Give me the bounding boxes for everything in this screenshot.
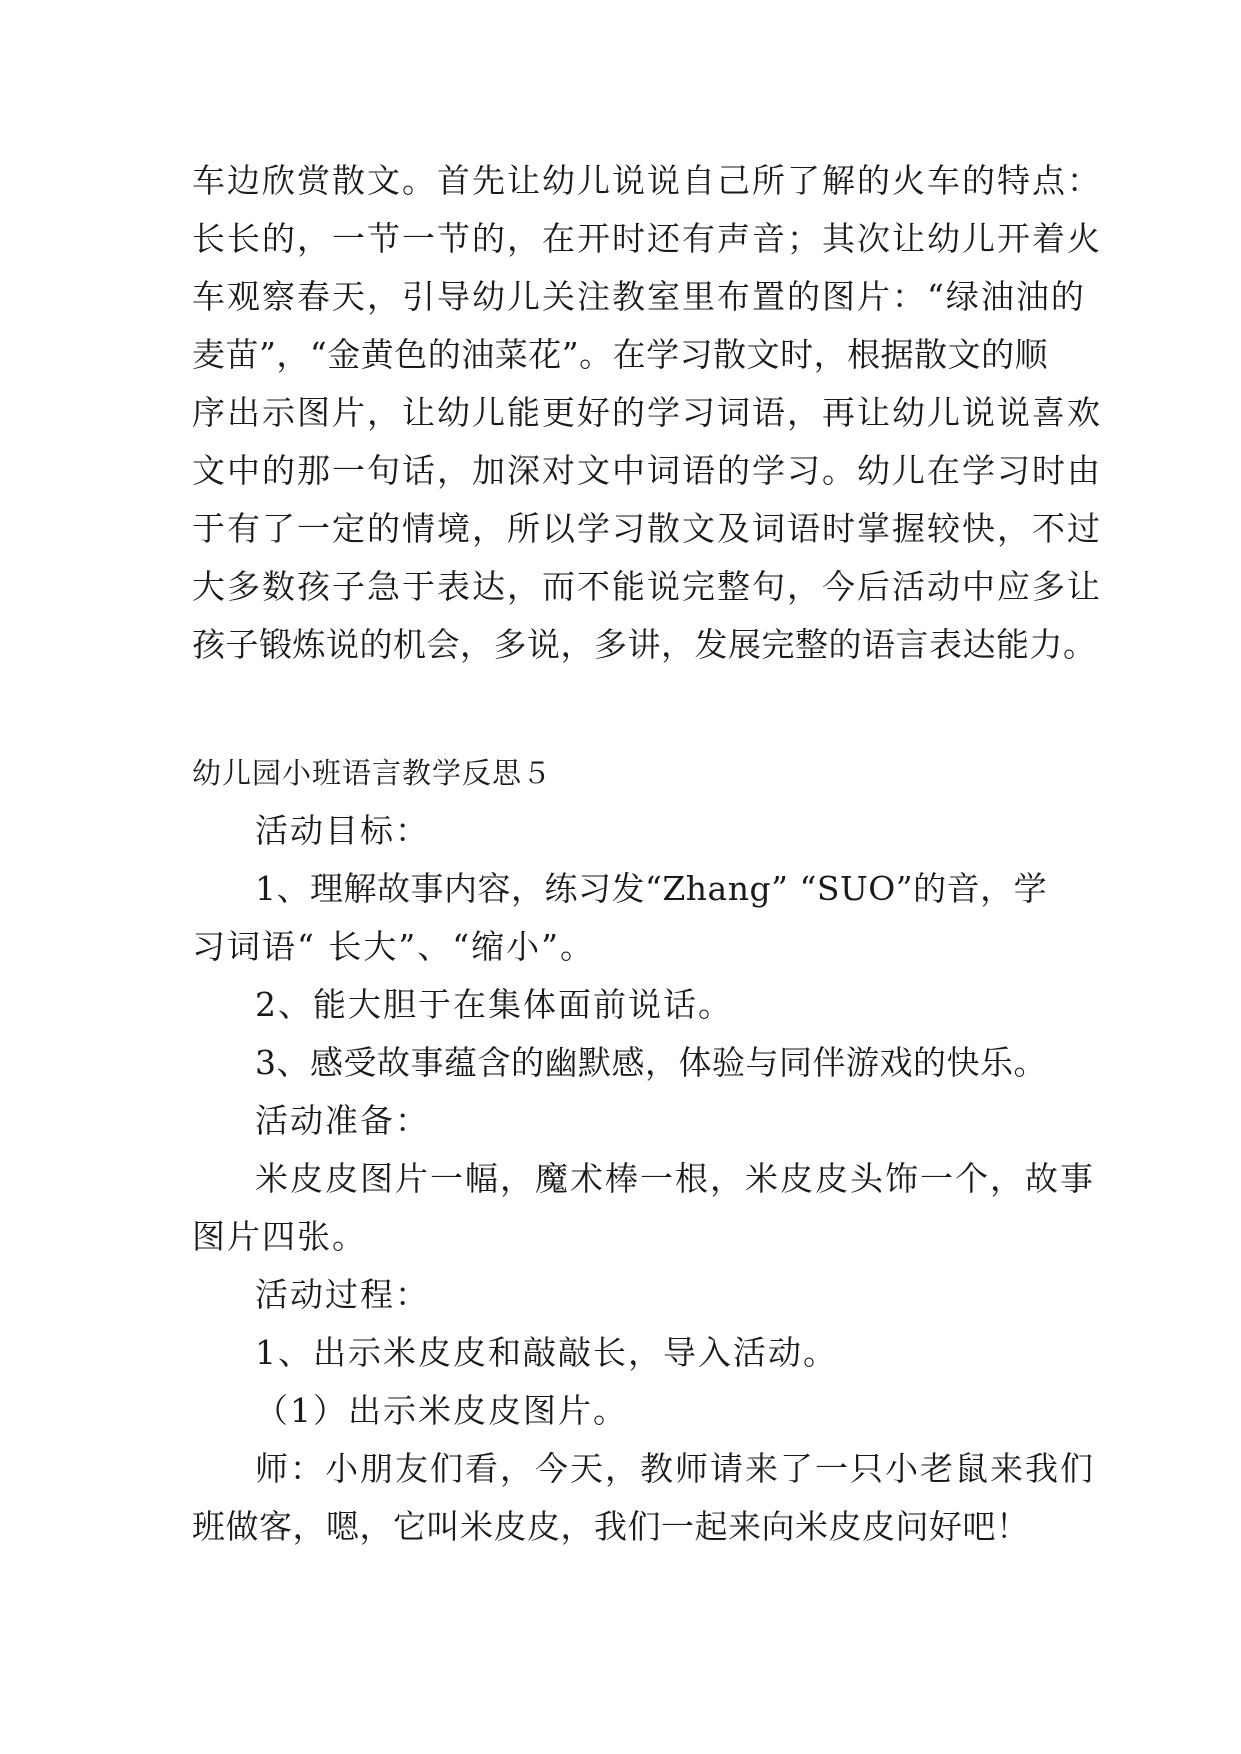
- subheading-activity-process: 活动过程：: [255, 1275, 430, 1314]
- subheading-activity-preparation: 活动准备：: [255, 1101, 430, 1140]
- section-gap: [192, 682, 1052, 752]
- text-line: 序出示图片，让幼儿能更好的学习词语，再让幼儿说说喜欢: [192, 393, 1102, 432]
- text-line: 图片四张。: [192, 1217, 367, 1256]
- list-item: 3、感受故事蕴含的幽默感，体验与同伴游戏的快乐。: [255, 1043, 1047, 1082]
- text-line: 班做客，嗯，它叫米皮皮，我们一起来向米皮皮问好吧！: [192, 1507, 1030, 1546]
- text-line: 孩子锻炼说的机会，多说，多讲，发展完整的语言表达能力。: [192, 625, 1097, 664]
- subheading-activity-goals: 活动目标：: [255, 811, 430, 850]
- text-line: 车边欣赏散文。首先让幼儿说说自己所了解的火车的特点：: [192, 161, 1102, 200]
- list-item: 1、出示米皮皮和敲敲长，导入活动。: [255, 1333, 838, 1372]
- paragraph-continuation: [192, 160, 1102, 682]
- section-body: [192, 810, 1095, 1564]
- document-body: [192, 160, 1102, 1564]
- text-line: 师：小朋友们看，今天，教师请来了一只小老鼠来我们: [255, 1449, 1095, 1488]
- list-item: 1、理解故事内容，练习发“Zhang” “SUO”的音，学: [255, 869, 1048, 908]
- text-line: 于有了一定的情境，所以学习散文及词语时掌握较快，不过: [192, 509, 1102, 548]
- list-item: 2、能大胆于在集体面前说话。: [255, 985, 733, 1024]
- section-title: 幼儿园小班语言教学反思５: [192, 756, 553, 790]
- list-item: （1）出示米皮皮图片。: [255, 1391, 628, 1430]
- text-line: 麦苗”，“金黄色的油菜花”。在学习散文时，根据散文的顺: [192, 335, 1049, 374]
- text-line: 车观察春天，引导幼儿关注教室里布置的图片：“绿油油的: [192, 277, 1086, 316]
- text-line: 大多数孩子急于表达，而不能说完整句，今后活动中应多让: [192, 567, 1102, 606]
- text-line: 长长的，一节一节的，在开时还有声音；其次让幼儿开着火: [192, 219, 1102, 258]
- text-line: 米皮皮图片一幅，魔术棒一根，米皮皮头饰一个，故事: [255, 1159, 1095, 1198]
- text-line: 文中的那一句话，加深对文中词语的学习。幼儿在学习时由: [192, 451, 1102, 490]
- list-item-continuation: 习词语“ 长大”、“缩小”。: [192, 927, 595, 966]
